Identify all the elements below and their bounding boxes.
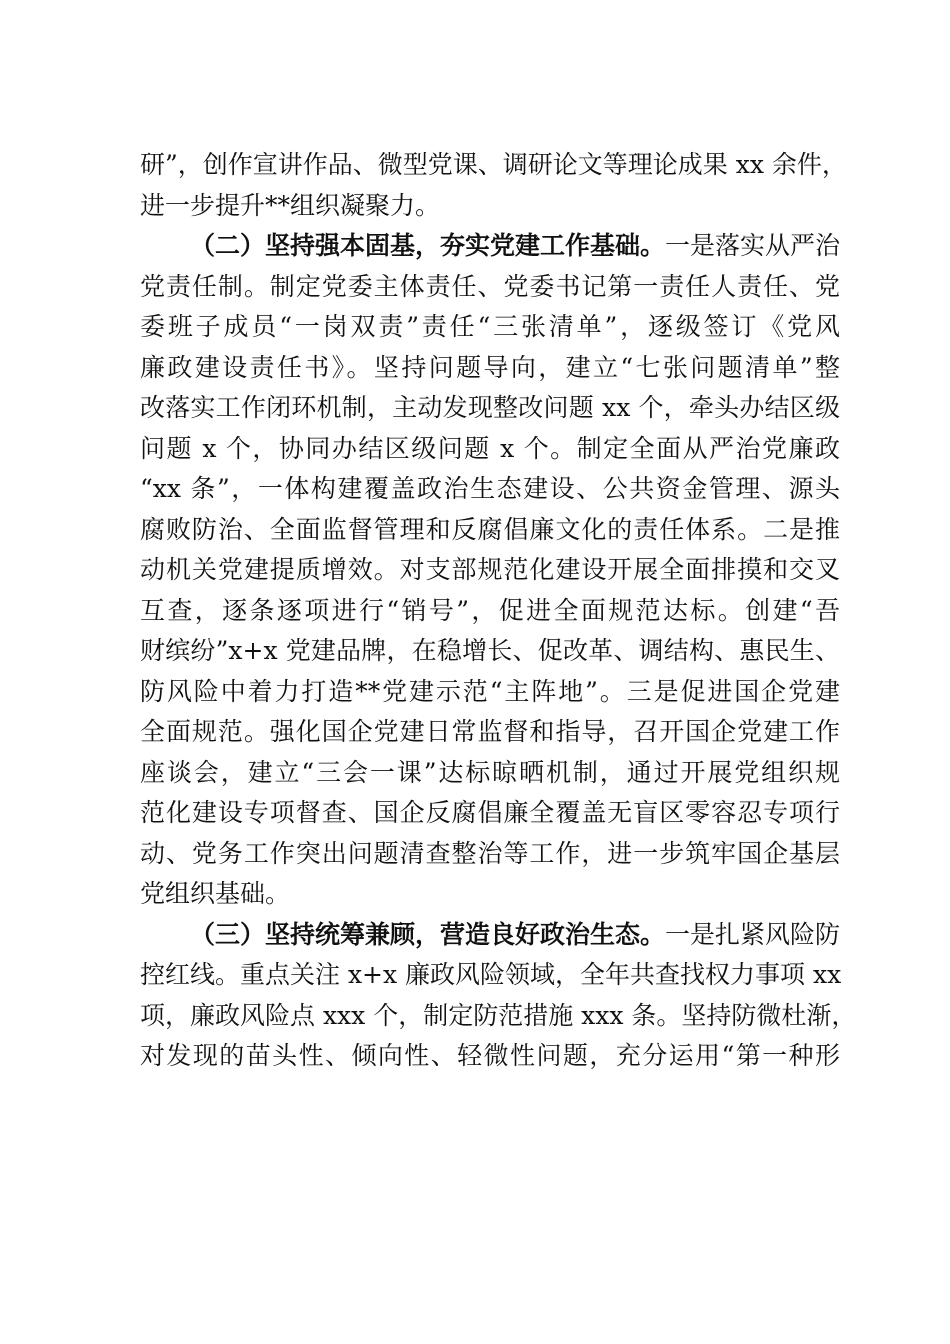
text-line: 全面规范。强化国企党建日常监督和指导，召开国企党建工作 xyxy=(140,717,840,746)
text-run: 一是扎紧风险防 xyxy=(665,919,841,949)
text-line xyxy=(140,226,840,267)
text-line: 财缤纷”x+x 党建品牌，在稳增长、促改革、调结构、惠民生、 xyxy=(140,636,840,665)
text-line: 座谈会，建立“三会一课”达标晾晒机制，通过开展党组织规 xyxy=(140,757,840,787)
text-line: 改落实工作闭环机制，主动发现整改问题 xx 个，牵头办结区级 xyxy=(140,393,840,422)
text-line: 范化建设专项督查、国企反腐倡廉全覆盖无盲区零容忍专项行 xyxy=(140,798,840,827)
text-line: 动机关党建提质增效。对支部规范化建设开展全面排摸和交叉 xyxy=(140,555,840,584)
text-line: 廉政建设责任书》。坚持问题导向，建立“七张问题清单”整 xyxy=(140,352,840,382)
section-heading: （三）坚持统筹兼顾，营造良好政治生态。 xyxy=(190,919,666,949)
text-line: 防风险中着力打造**党建示范“主阵地”。三是促进国企党建 xyxy=(140,676,840,706)
section-heading: （二）坚持强本固基，夯实党建工作基础。 xyxy=(190,231,666,260)
text-line: 进一步提升**组织凝聚力。 xyxy=(140,190,441,220)
text-line: 党组织基础。 xyxy=(140,879,291,908)
text-line: 研”，创作宣讲作品、微型党课、调研论文等理论成果 xx 余件， xyxy=(140,150,847,179)
text-run: 一是落实从严治 xyxy=(665,231,841,260)
document-body xyxy=(140,145,857,1077)
text-line: 控红线。重点关注 x+x 廉政风险领域，全年共查找权力事项 xx xyxy=(140,960,842,989)
text-line: 党责任制。制定党委主体责任、党委书记第一责任人责任、党 xyxy=(140,271,840,301)
text-line: 问题 x 个，协同办结区级问题 x 个。制定全面从严治党廉政 xyxy=(140,433,840,463)
text-line: 项，廉政风险点 xxx 个，制定防范措施 xxx 条。坚持防微杜渐， xyxy=(140,1000,857,1030)
text-line: “xx 条”，一体构建覆盖政治生态建设、公共资金管理、源头 xyxy=(140,474,840,503)
text-line: 对发现的苗头性、倾向性、轻微性问题，充分运用“第一种形 xyxy=(140,1041,840,1070)
text-line: 委班子成员“一岗双责”责任“三张清单”，逐级签订《党风 xyxy=(140,312,840,341)
text-line xyxy=(140,915,840,956)
text-line: 互查，逐条逐项进行“销号”，促进全面规范达标。创建“吾 xyxy=(140,595,840,625)
text-line: 腐败防治、全面监督管理和反腐倡廉文化的责任体系。二是推 xyxy=(140,514,840,544)
text-line: 动、党务工作突出问题清查整治等工作，进一步筑牢国企基层 xyxy=(140,838,840,868)
